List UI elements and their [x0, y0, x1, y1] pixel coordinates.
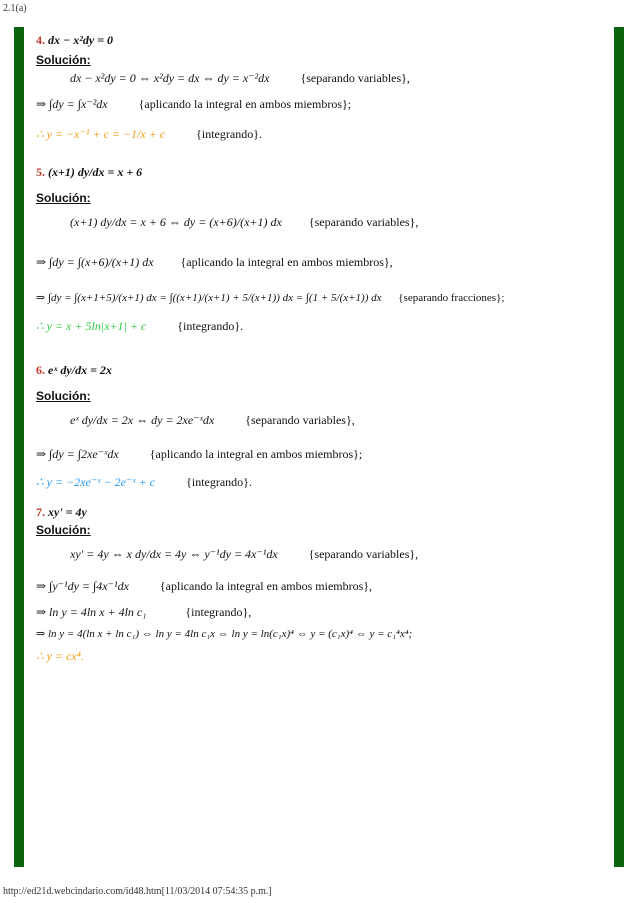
step-math: (x+1) dy/dx = x + 6 ⇔ dy = (x+6)/(x+1) dx — [70, 215, 282, 229]
step-note: {integrando}. — [177, 319, 244, 333]
left-green-bar — [14, 27, 24, 867]
step-math: ∴ y = −x⁻¹ + c = −1/x + c — [36, 127, 166, 141]
solution-step — [36, 126, 262, 142]
problem-heading — [36, 32, 113, 48]
problem-number: 4. — [36, 33, 45, 47]
step-math: ∴ y = −2xe⁻ˣ − 2e⁻ˣ + c — [36, 475, 156, 489]
problem-number: 7. — [36, 505, 45, 519]
step-note: {separando variables}, — [308, 547, 419, 561]
solution-step — [70, 546, 418, 562]
solution-step — [36, 604, 251, 620]
solution-step — [70, 70, 410, 86]
solution-step — [36, 96, 351, 112]
step-note: {separando fracciones}; — [398, 292, 505, 304]
step-math: eˣ dy/dx = 2x ⇔ dy = 2xe⁻ˣdx — [70, 413, 215, 427]
problem-number: 6. — [36, 363, 45, 377]
step-math: ⇒ ∫y⁻¹dy = ∫4x⁻¹dx — [36, 579, 129, 593]
problem-heading — [36, 362, 112, 378]
step-note: {aplicando la integral en ambos miembros}, — [159, 579, 373, 593]
step-math: ⇒ ∫dy = ∫(x+6)/(x+1) dx — [36, 255, 154, 269]
problem-heading — [36, 504, 87, 520]
step-note: {separando variables}, — [300, 71, 410, 85]
step-note: {separando variables}, — [245, 413, 355, 427]
step-note: {integrando}. — [186, 475, 252, 489]
problem-number: 5. — [36, 165, 45, 179]
step-note: {aplicando la integral en ambos miembros}, — [180, 255, 393, 269]
step-math: ⇒ ∫dy = ∫x⁻²dx — [36, 97, 108, 111]
solution-step — [36, 290, 504, 306]
problem-statement: eˣ dy/dx = 2x — [48, 363, 112, 377]
problem-statement: (x+1) dy/dx = x + 6 — [48, 165, 143, 179]
step-math: ⇒ ln y = 4ln x + 4ln c₁ — [36, 605, 147, 619]
solution-label: Solución: — [36, 53, 91, 67]
page-header: 2.1(a) — [3, 3, 27, 14]
step-note: {separando variables}, — [308, 215, 419, 229]
solution-step — [36, 626, 412, 642]
solution-label: Solución: — [36, 523, 91, 537]
step-note: {aplicando la integral en ambos miembros}; — [138, 97, 352, 111]
step-math: ⇒ ∫dy = ∫(x+1+5)/(x+1) dx = ∫((x+1)/(x+1) + 5/(x+1)) dx = ∫(1 + 5/(x+1)) dx — [36, 292, 382, 304]
step-note: {integrando}. — [196, 127, 262, 141]
problem-heading — [36, 164, 142, 180]
solution-step — [36, 474, 252, 490]
solution-label: Solución: — [36, 389, 91, 403]
right-green-bar — [614, 27, 624, 867]
solution-step — [36, 446, 362, 462]
solution-step — [70, 214, 418, 230]
solution-step — [36, 578, 372, 594]
problem-statement: dx − x²dy = 0 — [48, 33, 114, 47]
step-math: ∴ y = cx⁴. — [36, 649, 84, 663]
problem-statement: xy' = 4y — [48, 505, 87, 519]
solution-step — [36, 254, 393, 270]
solution-step — [36, 318, 243, 334]
step-math: dx − x²dy = 0 ⇔ x²dy = dx ⇔ dy = x⁻²dx — [70, 71, 270, 85]
solution-label: Solución: — [36, 191, 91, 205]
step-note: {aplicando la integral en ambos miembros}; — [149, 447, 363, 461]
page-footer-url: http://ed21d.webcindario.com/id48.htm[11/03/2014 07:54:35 p.m.] — [3, 886, 272, 897]
step-math: xy' = 4y ⇔ x dy/dx = 4y ⇔ y⁻¹dy = 4x⁻¹dx — [70, 547, 278, 561]
solution-step — [70, 412, 355, 428]
step-note: {integrando}, — [185, 605, 252, 619]
solution-step — [36, 648, 84, 664]
step-math: ⇒ ∫dy = ∫2xe⁻ˣdx — [36, 447, 119, 461]
step-math: ⇒ ln y = 4(ln x + ln c₁) ⇔ ln y = 4ln c₁x ⇔ ln y = ln(c₁x)⁴ ⇔ y = (c₁x)⁴ ⇔ y = c₁⁴x⁴; — [36, 628, 413, 640]
step-math: ∴ y = x + 5ln|x+1| + c — [36, 319, 147, 333]
